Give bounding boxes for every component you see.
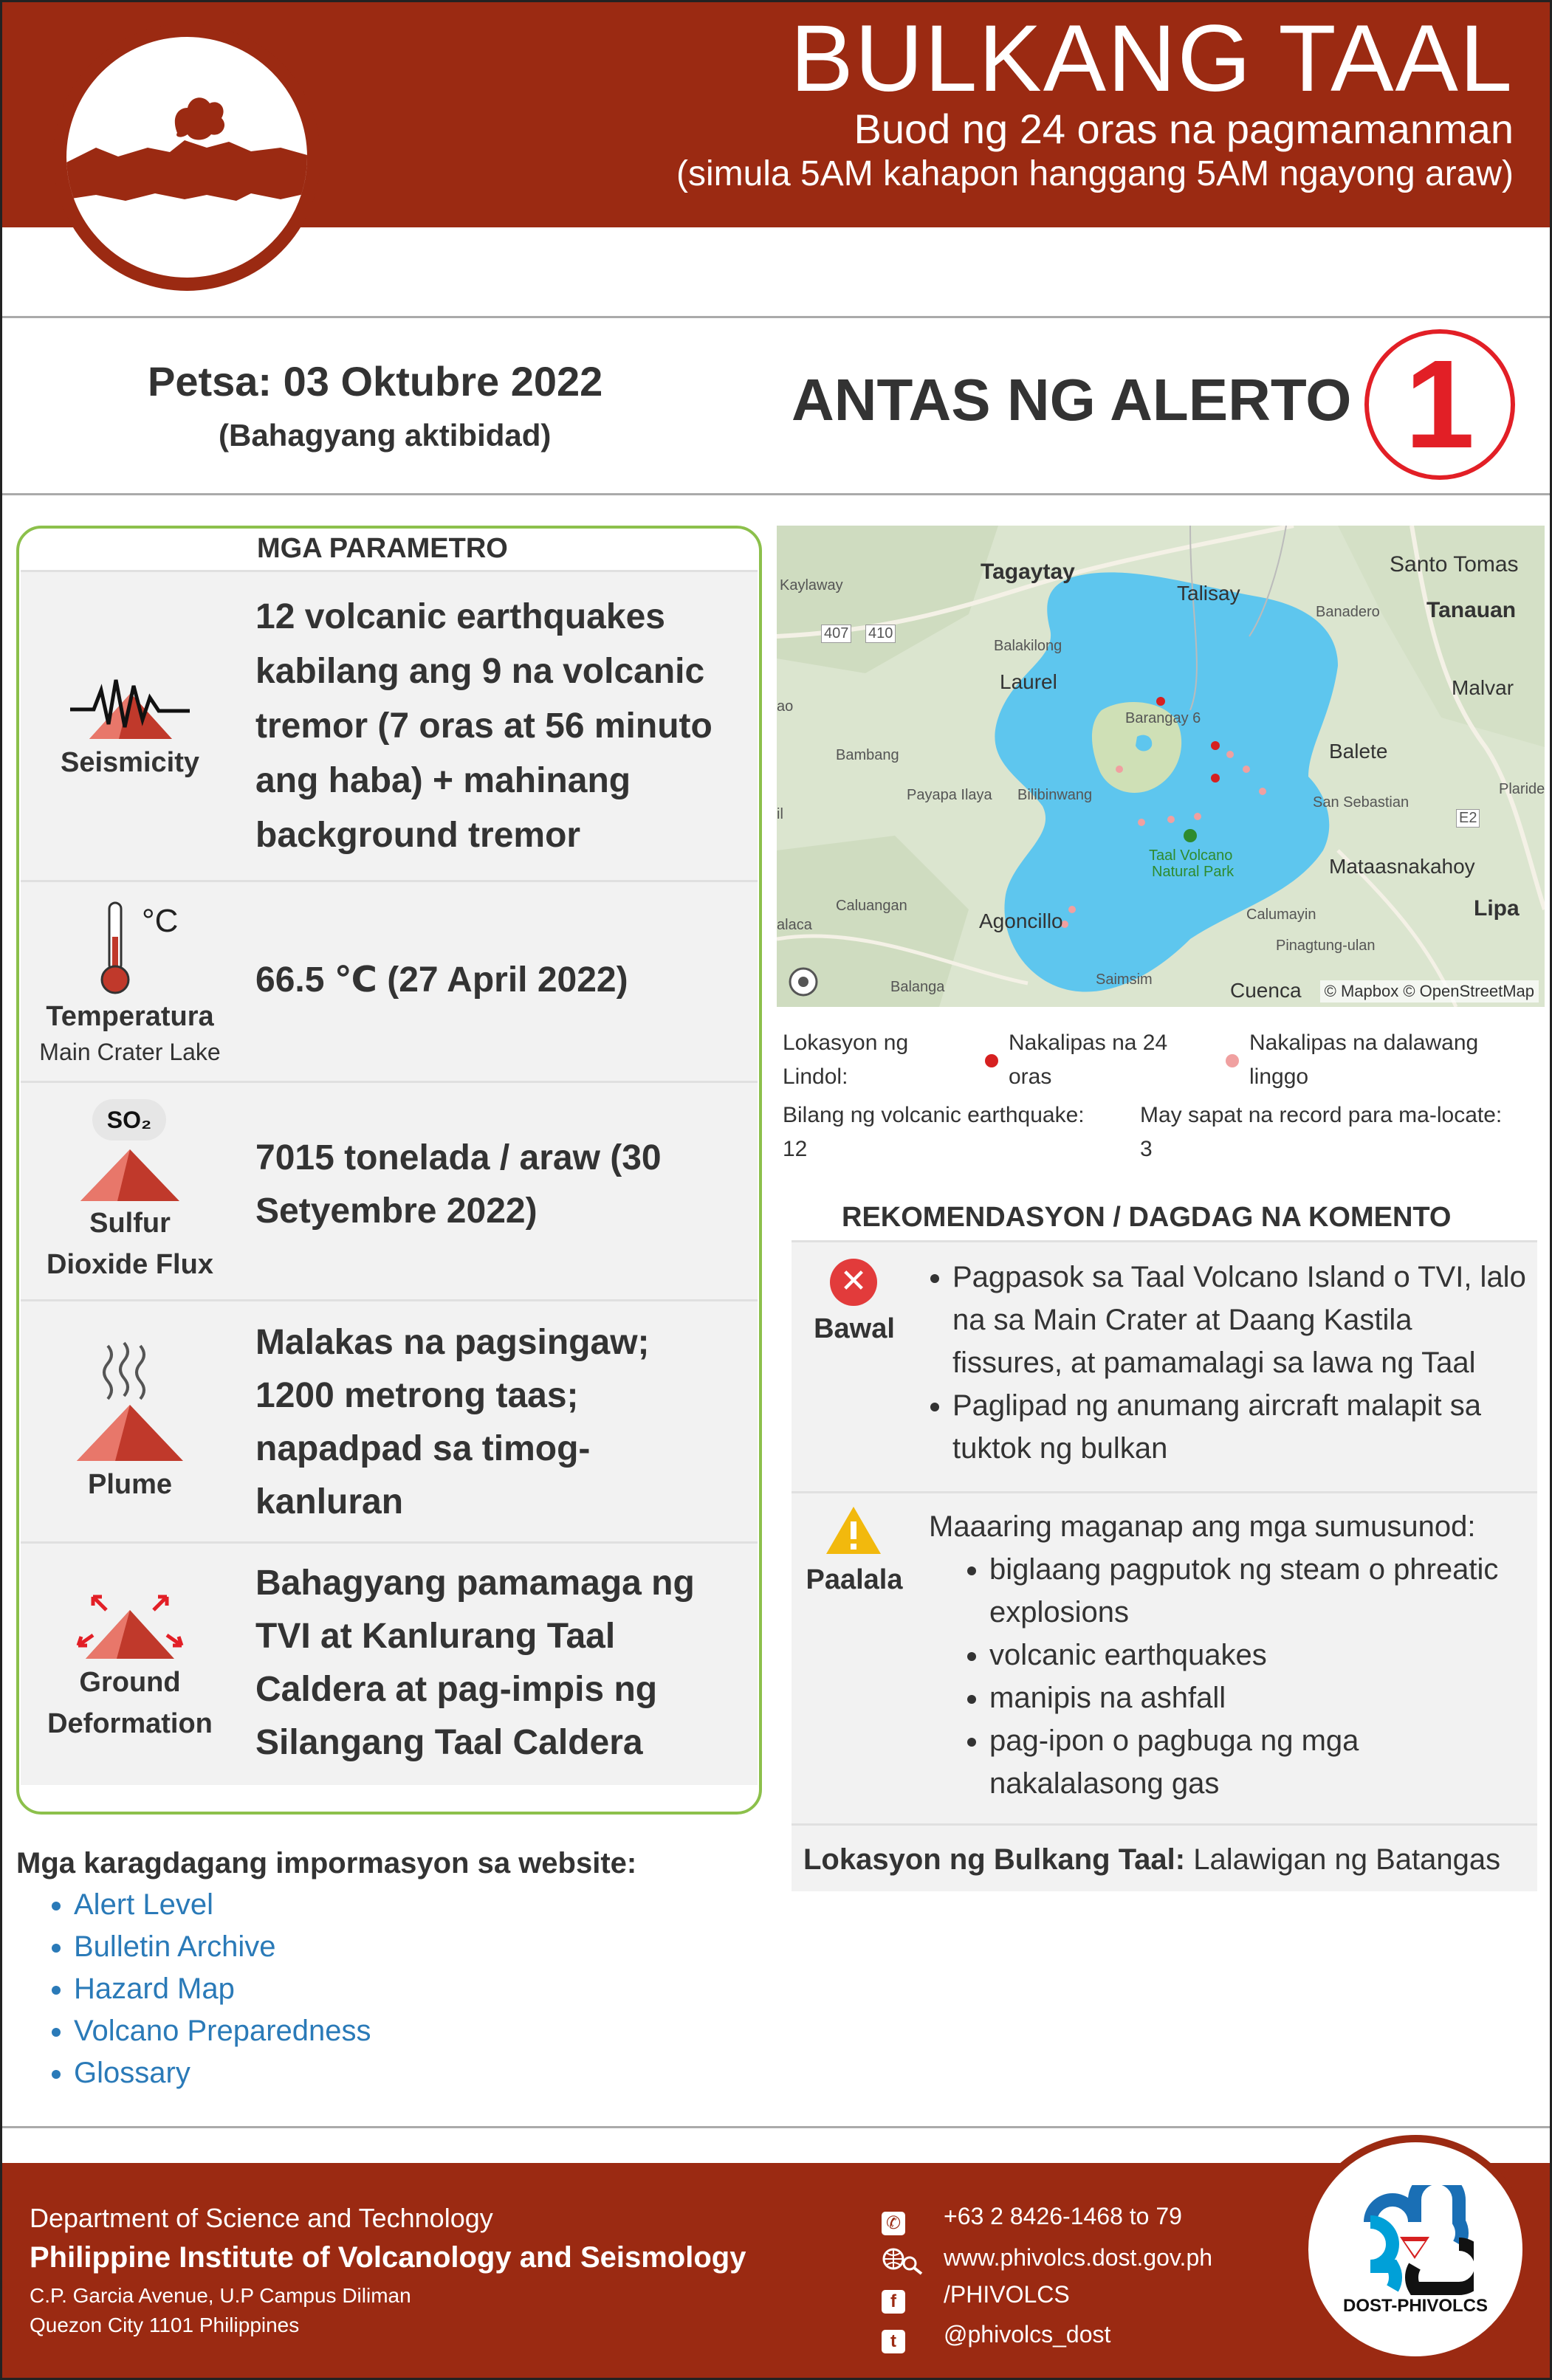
so2-icon: SO₂: [75, 1099, 185, 1203]
activity-level: (Bahagyang aktibidad): [219, 418, 552, 453]
footer-department: Department of Science and Technology: [30, 2203, 493, 2233]
volcano-logo-icon: [53, 24, 320, 291]
quake-marker-2w: [1194, 813, 1201, 820]
recommendation-paalala: [792, 1491, 1537, 1823]
deformation-label: Ground Deformation: [47, 1667, 213, 1739]
recommendation-bawal: [792, 1240, 1537, 1491]
map-label: Balanga: [890, 979, 945, 995]
list-item: • pag-ipon o pagbuga ng mga nakalalasong gas: [989, 1719, 1498, 1805]
parameter-row-plume: [21, 1299, 758, 1541]
list-item: • manipis na ashfall: [989, 1676, 1498, 1719]
quake-marker-2w: [1243, 766, 1250, 773]
seismicity-value: 12 volcanic earthquakes kabilang ang 9 na volcanic tremor (7 oras at 56 minuto ang haba) + mahinang background tremor: [255, 597, 713, 855]
map-label: ao: [777, 698, 794, 715]
footer-twitter[interactable]: @phivolcs_dost: [944, 2321, 1111, 2348]
link-hazard-map[interactable]: Hazard Map: [74, 1973, 235, 2005]
link-alert-level[interactable]: Alert Level: [74, 1888, 213, 1921]
footer-facebook[interactable]: /PHIVOLCS: [944, 2281, 1070, 2308]
quake-marker-2w: [1167, 816, 1175, 823]
deformation-value: Bahagyang pamamaga ng TVI at Kanlurang Taal Caldera at pag-impis ng Silangang Taal Caldera: [255, 1564, 695, 1762]
footer-website[interactable]: www.phivolcs.dost.gov.ph: [944, 2244, 1213, 2271]
temperature-sublabel: Main Crater Lake: [39, 1039, 221, 1065]
bawal-list: [920, 1256, 1526, 1470]
link-glossary[interactable]: Glossary: [74, 2057, 190, 2089]
map-label: Bambang: [836, 747, 899, 763]
web-search-icon: [882, 2246, 926, 2275]
warning-icon: [824, 1504, 883, 1557]
quake-marker-2w: [1116, 766, 1123, 773]
map-label: Santo Tomas: [1390, 552, 1519, 577]
seismicity-label: Seismicity: [61, 747, 199, 778]
website-links-title: Mga karagdagang impormasyon sa website:: [16, 1847, 637, 1879]
so2-label: Sulfur Dioxide Flux: [47, 1208, 213, 1280]
parameter-row-seismicity: [21, 570, 758, 880]
map-label: Caluangan: [836, 898, 907, 914]
divider: [0, 493, 1552, 495]
legend-dot-24h: [985, 1054, 998, 1067]
map-label: Tanauan: [1426, 598, 1517, 622]
map-label: Barangay 6: [1125, 710, 1201, 726]
dost-phivolcs-logo: [1301, 2135, 1530, 2364]
earthquake-map[interactable]: [777, 526, 1545, 1007]
map-label: Laurel: [1000, 670, 1057, 693]
prohibited-icon: ✕: [830, 1259, 877, 1306]
map-label: Tagaytay: [981, 560, 1075, 584]
recommendations-title: REKOMENDASYON / DAGDAG NA KOMENTO: [842, 1202, 1452, 1233]
map-label: San Sebastian: [1313, 794, 1409, 811]
plume-label: Plume: [87, 1469, 173, 1500]
quake-marker-24h: [1211, 774, 1220, 783]
footer-institute: Philippine Institute of Volcanology and Seismology: [30, 2241, 746, 2274]
phone-icon: ✆: [882, 2212, 905, 2235]
divider: [0, 2126, 1552, 2128]
map-label: Plaride: [1499, 781, 1545, 797]
list-item: • volcanic earthquakes: [989, 1634, 1498, 1676]
volcano-location: Lokasyon ng Bulkang Taal: Lalawigan ng Batangas: [792, 1823, 1537, 1891]
quake-marker-24h: [1211, 741, 1220, 750]
footer-phone[interactable]: +63 2 8426-1468 to 79: [944, 2203, 1182, 2229]
map-label: Saimsim: [1096, 971, 1153, 988]
map-label: Balete: [1329, 740, 1388, 763]
map-label: il: [777, 806, 783, 822]
paalala-label: Paalala: [806, 1564, 903, 1595]
parameters-header: MGA PARAMETRO: [257, 533, 508, 564]
legend-location-label: Lokasyon ng Lindol:: [783, 1031, 909, 1089]
legend-dot-2w: [1226, 1054, 1239, 1067]
map-label: Mataasnakahoy: [1329, 855, 1475, 878]
page-subtitle: Buod ng 24 oras na pagmamanman: [854, 106, 1514, 152]
temperature-value: 66.5 ℃ (27 April 2022): [255, 960, 628, 1000]
map-label: Bilibinwang: [1017, 787, 1093, 803]
link-volcano-preparedness[interactable]: Volcano Preparedness: [74, 2015, 371, 2047]
parameter-row-deformation: [21, 1541, 758, 1785]
list-item: • Pagpasok sa Taal Volcano Island o TVI, lalo na sa Main Crater at Daang Kastila fissures, at pamamalagi sa lawa ng Taal: [952, 1256, 1526, 1384]
monitoring-period: (simula 5AM kahapon hanggang 5AM ngayong araw): [676, 154, 1514, 193]
footer-address-line1: C.P. Garcia Avenue, U.P Campus Diliman: [30, 2284, 411, 2307]
dost-logo-icon: [1356, 2185, 1474, 2296]
legend-earthquake-count: Bilang ng volcanic earthquake: 12: [783, 1103, 1085, 1161]
plume-value: Malakas na pagsingaw; 1200 metrong taas; napadpad sa timog- kanluran: [255, 1323, 650, 1521]
map-label: Payapa Ilaya: [907, 787, 992, 803]
temperature-label: Temperatura: [46, 1001, 214, 1032]
list-item: • biglaang pagputok ng steam o phreatic explosions: [989, 1548, 1498, 1634]
quake-marker-2w: [1068, 906, 1076, 913]
website-links: [44, 1884, 371, 2094]
map-label: Agoncillo: [979, 909, 1063, 932]
map-label: Kaylaway: [780, 577, 843, 594]
map-label: Pinagtung-ulan: [1276, 938, 1376, 954]
paalala-list: [957, 1548, 1498, 1805]
parameter-row-temperature: [21, 880, 758, 1081]
quake-marker-2w: [1138, 819, 1145, 826]
link-bulletin-archive[interactable]: Bulletin Archive: [74, 1930, 276, 1963]
map-label: Balakilong: [994, 638, 1062, 654]
ground-deformation-icon: [71, 1588, 189, 1662]
bulletin-date: Petsa: 03 Oktubre 2022: [148, 358, 603, 405]
map-attribution[interactable]: © Mapbox © OpenStreetMap: [1320, 980, 1539, 1002]
alert-level-badge: 1: [1364, 329, 1515, 480]
quake-marker-24h: [1156, 697, 1165, 706]
facebook-icon: f: [882, 2290, 905, 2314]
map-label: Taal Volcano: [1149, 847, 1233, 864]
paalala-intro: Maaaring maganap ang mga sumusunod:: [929, 1510, 1476, 1543]
road-shield: 407: [821, 625, 851, 643]
legend-locatable-count: May sapat na record para ma-locate: 3: [1140, 1103, 1503, 1161]
map-label: Banadero: [1316, 604, 1380, 620]
footer-logo-text: DOST-PHIVOLCS: [1342, 2296, 1489, 2316]
quake-marker-2w: [1226, 751, 1234, 758]
map-label: Natural Park: [1152, 864, 1235, 880]
map-label: Malvar: [1452, 676, 1514, 699]
bawal-label: Bawal: [814, 1313, 895, 1344]
quake-marker-2w: [1259, 788, 1266, 795]
map-label: Lipa: [1474, 896, 1520, 921]
seismicity-icon: [67, 668, 193, 742]
footer-address-line2: Quezon City 1101 Philippines: [30, 2314, 300, 2336]
so2-value: 7015 tonelada / araw (30 Setyembre 2022): [255, 1138, 662, 1231]
legend-2w: Nakalipas na dalawang linggo: [1249, 1031, 1479, 1089]
road-shield: 410: [865, 625, 896, 643]
park-marker: [1184, 829, 1197, 842]
legend-24h: Nakalipas na 24 oras: [1009, 1031, 1168, 1089]
page-title: BULKANG TAAL: [790, 6, 1514, 111]
divider: [0, 316, 1552, 318]
thermometer-icon: °C: [71, 900, 189, 996]
map-label: Cuenca: [1230, 979, 1302, 1002]
map-label: Calumayin: [1246, 907, 1316, 923]
road-shield: E2: [1456, 809, 1480, 828]
list-item: • Paglipad ng anumang aircraft malapit sa tuktok ng bulkan: [952, 1384, 1526, 1470]
plume-icon: [71, 1338, 189, 1464]
parameter-row-so2: [21, 1081, 758, 1299]
map-label: alaca: [777, 917, 812, 933]
twitter-icon: t: [882, 2330, 905, 2353]
alert-level-label: ANTAS NG ALERTO: [792, 367, 1352, 433]
map-label: Talisay: [1177, 582, 1240, 605]
